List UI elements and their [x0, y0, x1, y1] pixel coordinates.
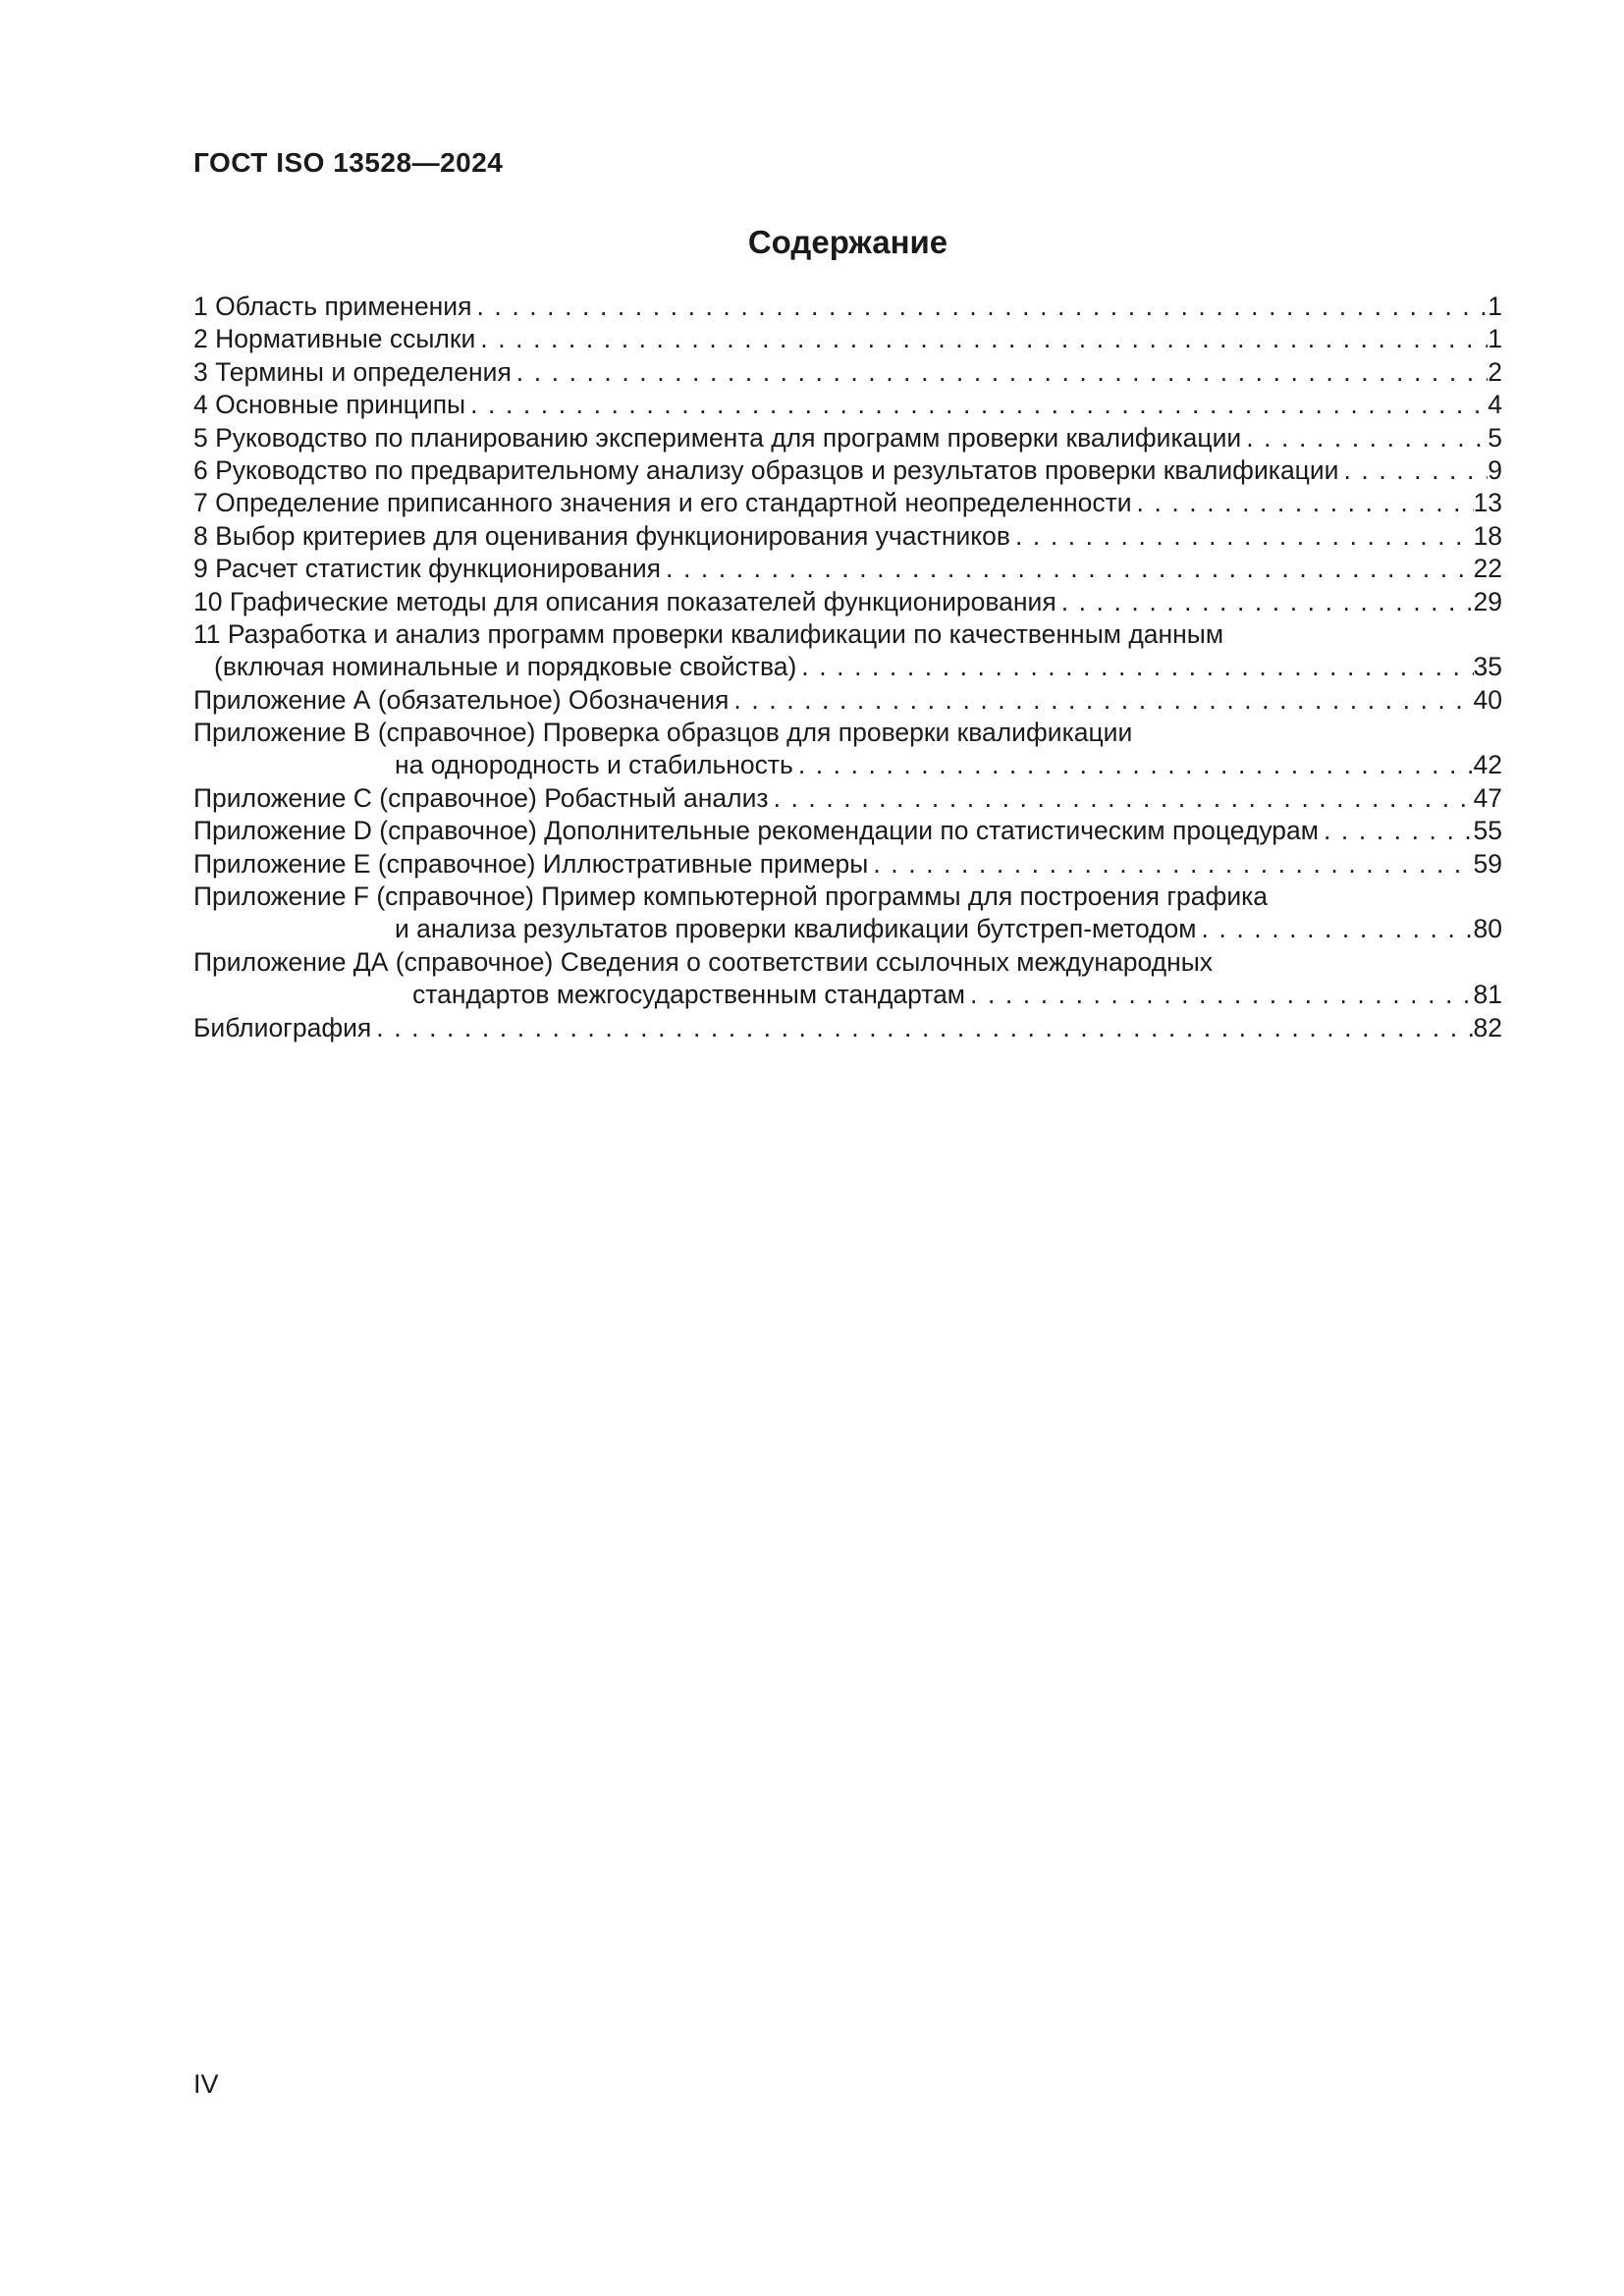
toc-entry — [193, 454, 1502, 487]
page-title: Содержание — [747, 224, 948, 260]
toc-entry-text: 5 Руководство по планированию эксперимента для программ проверки квалификации — [193, 422, 1242, 453]
toc-entry — [193, 586, 1502, 618]
toc-entry-page: 81 — [1473, 980, 1502, 1010]
dot-leader — [1241, 422, 1488, 454]
toc-entry-text: (включая номинальные и порядковые свойства) — [214, 652, 797, 682]
toc-entry-text: 7 Определение приписанного значения и его стандартной неопределенности — [193, 488, 1132, 518]
toc-entry-page: 29 — [1473, 586, 1502, 616]
toc-entry-text: 11 Разработка и анализ программ проверки квалификации по качественным данным — [193, 618, 1224, 649]
toc-entry — [193, 520, 1502, 553]
toc-entry — [193, 749, 1502, 781]
dot-leader — [475, 323, 1488, 355]
toc-entry-page: 42 — [1473, 750, 1502, 780]
toc-entry-page: 4 — [1488, 390, 1502, 420]
toc-entry-page: 9 — [1488, 454, 1502, 485]
toc-entry-page: 2 — [1488, 356, 1502, 387]
dot-leader — [1010, 520, 1474, 553]
toc-entry-page: 35 — [1473, 652, 1502, 682]
toc-entry-page: 80 — [1473, 914, 1502, 944]
toc-entry-page: 18 — [1473, 520, 1502, 551]
toc-entry-page: 47 — [1473, 782, 1502, 813]
toc-entry — [193, 422, 1502, 454]
toc-entry — [193, 815, 1502, 847]
dot-leader — [965, 979, 1473, 1011]
toc-entry-page: 82 — [1473, 1012, 1502, 1042]
toc-entry-page: 5 — [1488, 422, 1502, 453]
toc-entry — [193, 487, 1502, 519]
toc-entry — [193, 356, 1502, 389]
toc-entry — [193, 979, 1502, 1011]
dot-leader — [769, 782, 1474, 815]
toc-entry — [193, 323, 1502, 355]
toc-entry-text: на однородность и стабильность — [395, 750, 793, 780]
toc-entry-text: 6 Руководство по предварительному анализу образцов и результатов проверки квалификации — [193, 454, 1339, 485]
toc-entry-page: 59 — [1473, 848, 1502, 879]
dot-leader — [729, 684, 1473, 717]
toc-entry — [193, 913, 1502, 945]
toc-entry — [193, 717, 1502, 749]
dot-leader — [1319, 815, 1474, 847]
toc-entry-text: 1 Область применения — [193, 292, 472, 321]
toc-entry-page: 1 — [1488, 292, 1502, 321]
dot-leader — [1132, 487, 1474, 519]
toc-entry-text: 9 Расчет статистик функционирования — [193, 554, 662, 584]
toc-entry-text: 3 Термины и определения — [193, 356, 512, 387]
toc-entry-text: Приложение А (обязательное) Обозначения — [193, 684, 730, 715]
toc-entry-text: Приложение F (справочное) Пример компьютерной программы для построения графика — [193, 881, 1269, 912]
dot-leader — [512, 356, 1488, 389]
toc-entry-text: Приложение С (справочное) Робастный анализ — [193, 782, 769, 813]
toc-entry — [193, 389, 1502, 421]
dot-leader — [1197, 913, 1474, 945]
toc-entry-text: и анализа результатов проверки квалификации бутстреп-методом — [395, 914, 1197, 944]
toc-list — [193, 291, 1502, 1044]
toc-entry — [193, 848, 1502, 881]
toc-entry-text: Приложение Е (справочное) Иллюстративные примеры — [193, 848, 869, 879]
dot-leader — [471, 291, 1488, 323]
dot-leader — [465, 389, 1488, 421]
toc-entry — [193, 291, 1502, 323]
toc-entry-text: 8 Выбор критериев для оценивания функционирования участников — [193, 520, 1010, 551]
toc-entry — [193, 553, 1502, 585]
dot-leader — [371, 1012, 1473, 1044]
toc-entry — [193, 684, 1502, 717]
toc-entry — [193, 651, 1502, 683]
toc-entry-text: 2 Нормативные ссылки — [193, 324, 476, 354]
toc-entry — [193, 881, 1502, 913]
document-code: ГОСТ ISO 13528—2024 — [193, 147, 504, 178]
toc-entry-page: 22 — [1473, 554, 1502, 584]
toc-entry-text: Приложение D (справочное) Дополнительные рекомендации по статистическим процедурам — [193, 816, 1319, 846]
footer-page-number: IV — [193, 2069, 219, 2099]
toc-entry — [193, 782, 1502, 815]
toc-entry-text: Приложение В (справочное) Проверка образцов для проверки квалификации — [193, 718, 1133, 748]
dot-leader — [661, 553, 1474, 585]
dot-leader — [1056, 586, 1474, 618]
toc-entry — [193, 618, 1502, 651]
toc-entry-text: стандартов межгосударственным стандартам — [412, 980, 966, 1010]
toc-entry-page: 1 — [1488, 324, 1502, 354]
dot-leader — [1338, 454, 1488, 487]
toc-entry — [193, 1012, 1502, 1044]
toc-entry-page: 55 — [1473, 816, 1502, 846]
toc-entry — [193, 946, 1502, 979]
toc-entry-text: 4 Основные принципы — [193, 390, 466, 420]
toc-entry-page: 13 — [1473, 488, 1502, 518]
dot-leader — [796, 651, 1473, 683]
dot-leader — [868, 848, 1473, 881]
dot-leader — [793, 749, 1474, 781]
toc-entry-text: Приложение ДА (справочное) Сведения о соответствии ссылочных международных — [193, 946, 1214, 977]
toc-entry-text: Библиография — [193, 1012, 372, 1042]
toc-entry-text: 10 Графические методы для описания показателей функционирования — [193, 586, 1056, 616]
toc-entry-page: 40 — [1473, 684, 1502, 715]
